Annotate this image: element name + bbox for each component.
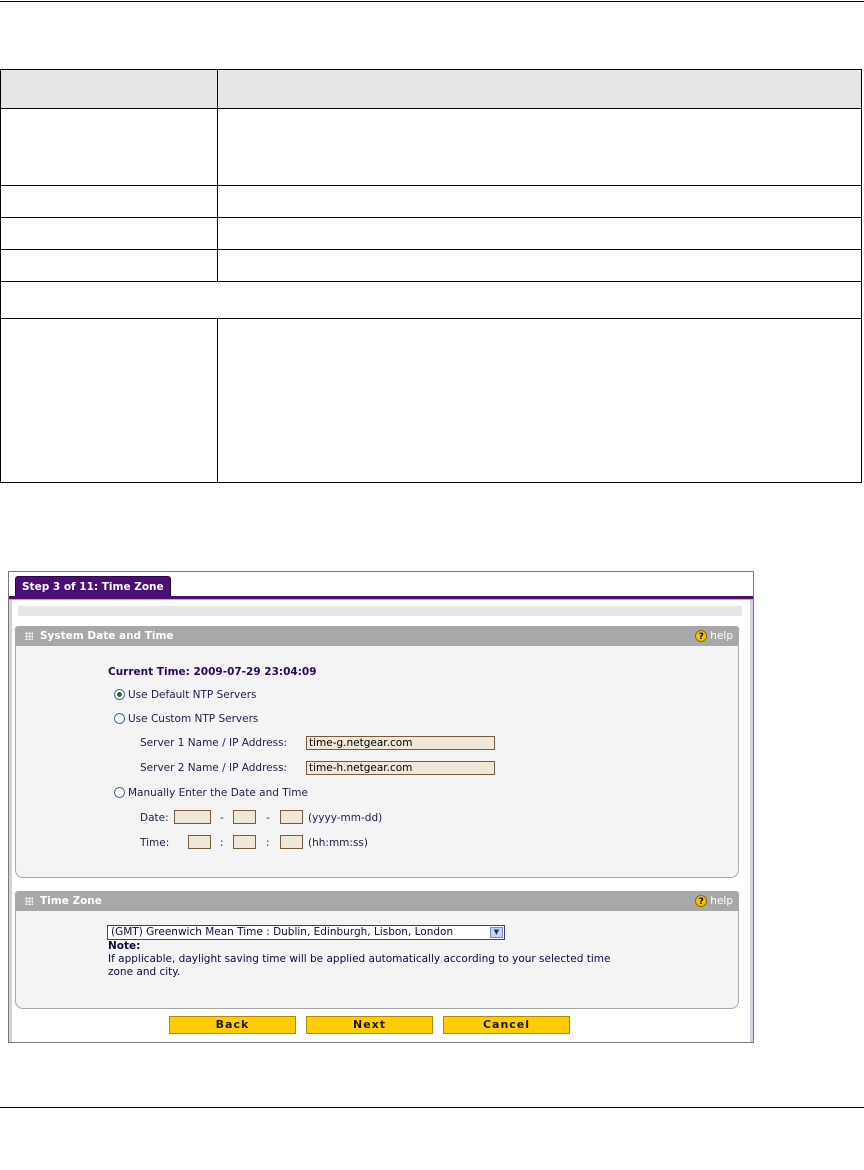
help-link[interactable] [695, 891, 733, 911]
help-label: help [710, 895, 733, 907]
section-title: Time Zone [40, 895, 102, 907]
manual-time-radio[interactable] [114, 787, 125, 798]
table-cell [1, 319, 218, 483]
custom-ntp-label: Use Custom NTP Servers [128, 713, 259, 725]
table-row [1, 319, 862, 483]
wizard-screenshot [8, 571, 754, 1043]
table-cell [218, 70, 862, 109]
table-cell [218, 250, 862, 282]
table-cell [1, 186, 218, 218]
server2-label: Server 2 Name / IP Address: [140, 762, 288, 774]
cancel-button[interactable]: Cancel [443, 1016, 570, 1034]
table-cell [1, 282, 862, 319]
note-text-line2: zone and city. [108, 966, 181, 978]
date-year-input[interactable] [174, 810, 211, 824]
time-format-hint: (hh:mm:ss) [308, 837, 368, 849]
table-cell [1, 70, 218, 109]
server1-input[interactable]: time-g.netgear.com [306, 736, 495, 750]
time-separator: : [266, 837, 270, 849]
help-icon: ? [695, 895, 707, 907]
time-hour-input[interactable] [188, 835, 211, 849]
table-cell [1, 218, 218, 250]
server2-input[interactable]: time-h.netgear.com [306, 761, 495, 775]
note-text-line1: If applicable, daylight saving time will be applied automatically according to your selected time [108, 953, 611, 965]
default-ntp-label: Use Default NTP Servers [128, 689, 257, 701]
grip-icon [25, 897, 33, 905]
section-title: System Date and Time [40, 630, 174, 642]
table-row-spanning [1, 282, 862, 319]
chevron-down-icon[interactable]: ▼ [490, 927, 503, 938]
table-cell [1, 250, 218, 282]
help-icon: ? [695, 630, 707, 642]
note-label: Note: [108, 940, 141, 952]
table-cell [218, 109, 862, 186]
custom-ntp-radio[interactable] [114, 713, 125, 724]
date-separator: - [220, 812, 224, 824]
default-ntp-radio[interactable] [114, 689, 125, 700]
table-cell [218, 186, 862, 218]
time-zone-header [15, 891, 739, 911]
grip-icon [25, 632, 33, 640]
date-format-hint: (yyyy-mm-dd) [308, 812, 383, 824]
help-label: help [710, 630, 733, 642]
table-row [1, 218, 862, 250]
back-button[interactable]: Back [169, 1016, 296, 1034]
system-date-time-body [15, 646, 739, 878]
time-label: Time: [140, 837, 170, 849]
date-label: Date: [140, 812, 169, 824]
time-second-input[interactable] [280, 835, 303, 849]
table-header-row [1, 70, 862, 109]
current-time: Current Time: 2009-07-29 23:04:09 [108, 666, 317, 678]
time-zone-select[interactable] [107, 925, 505, 940]
table-row [1, 250, 862, 282]
table-row [1, 109, 862, 186]
time-minute-input[interactable] [233, 835, 256, 849]
next-button[interactable]: Next [306, 1016, 433, 1034]
table-cell [1, 109, 218, 186]
table-cell [218, 218, 862, 250]
table-row [1, 186, 862, 218]
date-month-input[interactable] [233, 810, 256, 824]
system-date-time-header [15, 626, 739, 646]
time-separator: : [220, 837, 224, 849]
time-zone-selected: (GMT) Greenwich Mean Time : Dublin, Edinburgh, Lisbon, London [111, 926, 454, 938]
date-day-input[interactable] [280, 810, 303, 824]
bottom-rule [0, 1107, 864, 1108]
time-zone-body [15, 911, 739, 1009]
step-tab[interactable]: Step 3 of 11: Time Zone [15, 576, 171, 596]
help-link[interactable] [695, 626, 733, 646]
date-separator: - [266, 812, 270, 824]
top-rule [0, 1, 864, 2]
table-cell [218, 319, 862, 483]
server1-label: Server 1 Name / IP Address: [140, 737, 288, 749]
document-table [0, 69, 862, 483]
message-bar [18, 606, 742, 616]
manual-time-label: Manually Enter the Date and Time [128, 787, 308, 799]
